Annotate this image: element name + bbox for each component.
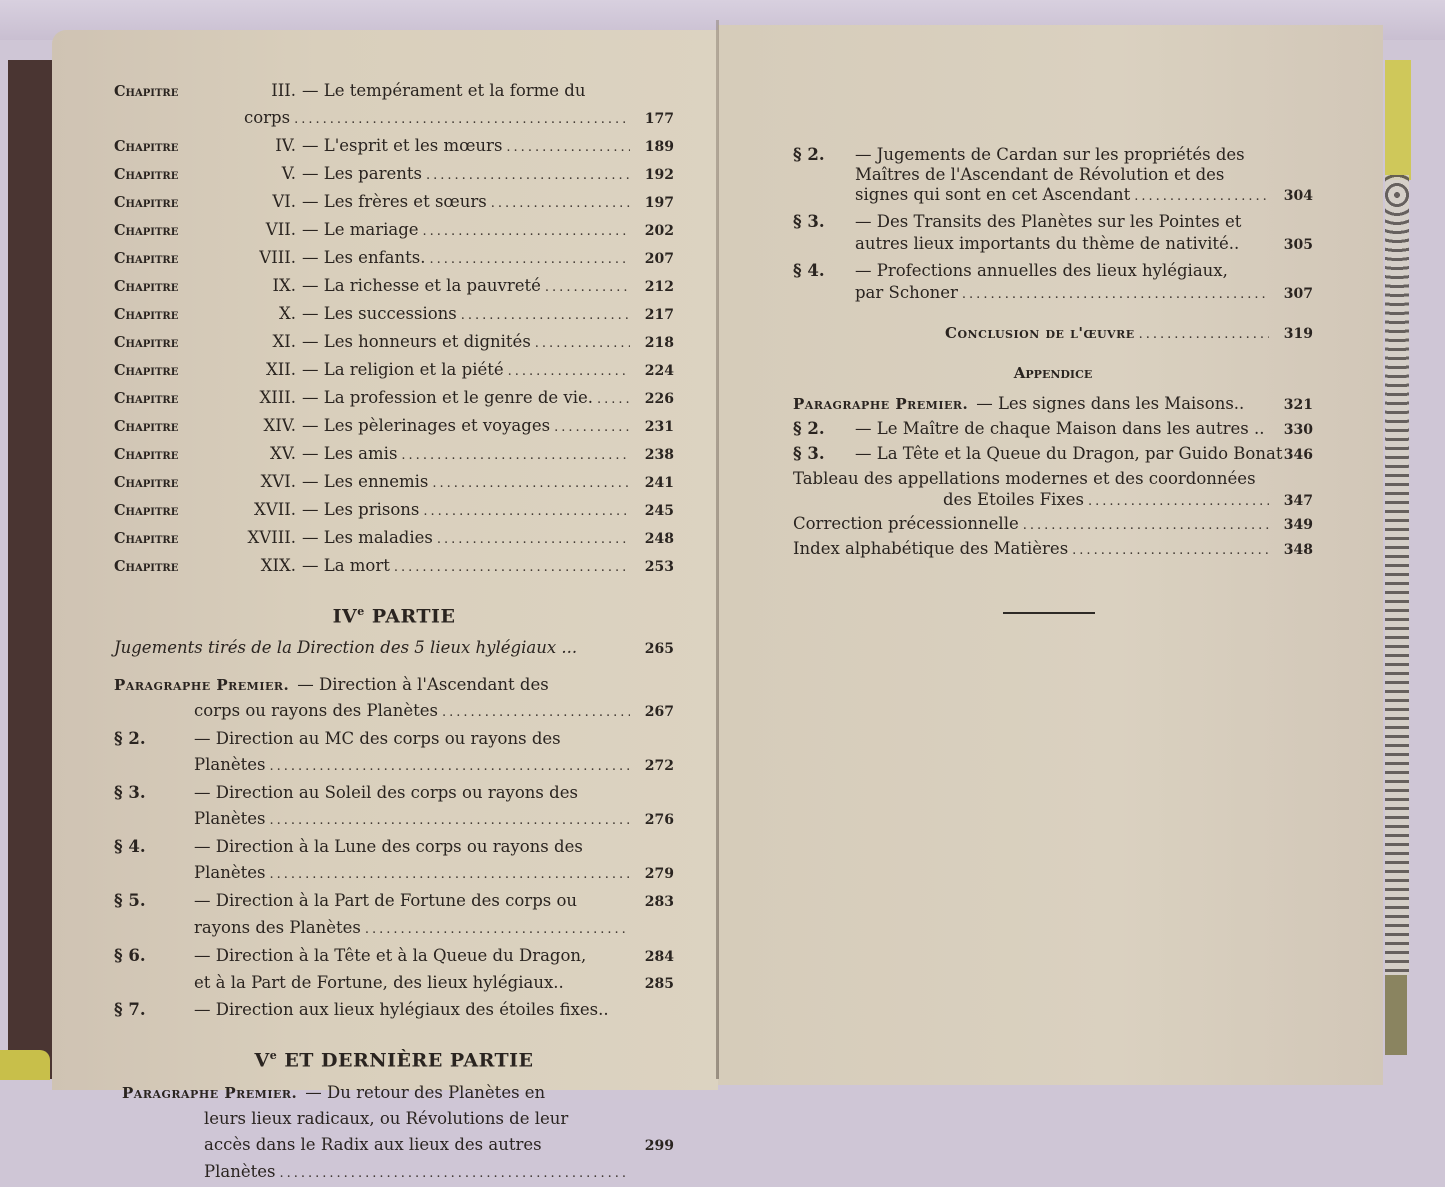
chapter-title: — Les prisons — [302, 500, 420, 519]
chapter-number: XIV. — [263, 416, 296, 435]
page-number: 272 — [644, 758, 674, 775]
chapter-title: — Le mariage — [302, 220, 419, 239]
entry-label: § 3. — [793, 212, 825, 231]
entry-title: — Direction à la Lune des corps ou rayons des — [194, 837, 583, 857]
page-number: 276 — [644, 812, 674, 829]
toc-entry-appendix-correction[interactable] — [793, 512, 1313, 538]
leader-dots — [423, 499, 630, 525]
page-number: 346 — [1283, 447, 1313, 463]
chapter-title: — La mort — [302, 556, 390, 575]
toc-entry-chapter-3-cont — [114, 105, 674, 133]
chapter-title: — Les maladies — [302, 528, 433, 547]
page-number: 285 — [644, 976, 674, 993]
leader-dots — [508, 359, 630, 385]
leader-dots — [423, 219, 630, 245]
entry-title-cont: leurs lieux radicaux, ou Révolutions de leur — [204, 1108, 569, 1128]
entry-title: Conclusion de l'œuvre — [945, 324, 1135, 342]
chapter-title: — Les enfants. — [302, 248, 426, 267]
leader-dots — [432, 471, 630, 497]
toc-entry-part4-s3[interactable] — [114, 780, 674, 806]
page-number: 207 — [644, 251, 674, 267]
leader-dots — [1088, 492, 1269, 512]
part-4-word: PARTIE — [364, 605, 456, 628]
toc-entry-part4-intro[interactable] — [114, 635, 674, 662]
toc-entry-part5-s2-line3 — [793, 185, 1313, 207]
leader-dots — [401, 443, 630, 469]
entry-title: — Direction aux lieux hylégiaux des étoiles fixes.. — [194, 1000, 609, 1020]
page-number: 212 — [644, 279, 674, 295]
chapter-label: Chapitre — [114, 250, 179, 267]
chapter-number: XII. — [265, 360, 296, 379]
entry-title-cont: accès dans le Radix aux lieux des autres — [204, 1134, 542, 1154]
left-page-toc — [114, 78, 674, 1187]
appendix-heading: Appendice — [1013, 364, 1093, 382]
chapter-label: Chapitre — [114, 166, 179, 183]
toc-entry-part5-paragraph-1-line3 — [114, 1132, 674, 1159]
chapter-number: XVI. — [260, 472, 296, 491]
toc-entry-part5-s2-line2 — [793, 165, 1313, 185]
toc-entry-chapter-18[interactable] — [114, 525, 674, 553]
leader-dots — [279, 1161, 630, 1187]
toc-entry-part5-s2[interactable] — [793, 145, 1313, 165]
page-number: 245 — [644, 503, 674, 519]
toc-entry-chapter-12[interactable] — [114, 357, 674, 385]
book-gutter — [716, 20, 719, 1079]
chapter-label: Chapitre — [114, 306, 179, 323]
page-number: 253 — [644, 559, 674, 575]
entry-title: — Direction à l'Ascendant des — [297, 675, 549, 695]
toc-entry-part4-s7[interactable] — [114, 997, 674, 1023]
leader-dots — [535, 331, 630, 357]
page-number: 307 — [1283, 286, 1313, 302]
leader-dots — [365, 917, 630, 943]
chapter-title: — Les frères et sœurs — [302, 192, 487, 211]
chapter-number: XI. — [272, 332, 296, 351]
entry-label: § 2. — [793, 145, 825, 164]
toc-entry-chapter-6[interactable] — [114, 189, 674, 217]
entry-title: — Profections annuelles des lieux hylégiaux, — [855, 261, 1228, 280]
entry-title: Jugements tirés de la Direction des 5 lieux hylégiaux ... — [114, 638, 578, 658]
entry-title-cont: Planètes — [194, 809, 266, 829]
chapter-number: XIII. — [259, 388, 296, 407]
toc-entry-appendix-s2[interactable] — [793, 417, 1313, 442]
page-number: 248 — [644, 531, 674, 547]
toc-entry-chapter-7[interactable] — [114, 217, 674, 245]
page-number: 217 — [644, 307, 674, 323]
leader-dots — [491, 191, 630, 217]
toc-entry-part4-s2-cont — [114, 752, 674, 780]
page-number: 321 — [1283, 397, 1313, 413]
entry-title: — Jugements de Cardan sur les propriétés des — [855, 145, 1245, 164]
entry-label: Paragraphe Premier. — [114, 676, 290, 695]
part-5-numeral: V — [254, 1049, 270, 1072]
page-number: 218 — [644, 335, 674, 351]
leader-dots — [1072, 540, 1269, 562]
toc-entry-part4-s6-cont — [114, 970, 674, 997]
chapter-label: Chapitre — [114, 362, 179, 379]
book-cover-yellow-corner — [0, 1050, 50, 1080]
entry-title: — Du retour des Planètes en — [305, 1082, 546, 1102]
toc-entry-part4-paragraph-1-cont — [114, 698, 674, 726]
toc-entry-part4-s6[interactable] — [114, 943, 674, 970]
entry-title: — La Tête et la Queue du Dragon, par Guido Bonat — [855, 444, 1283, 463]
chapter-number: IX. — [272, 276, 296, 295]
chapter-label: Chapitre — [114, 474, 179, 491]
leader-dots — [269, 808, 630, 834]
page-number: 224 — [644, 363, 674, 379]
toc-entry-chapter-14[interactable] — [114, 413, 674, 441]
entry-title-cont: rayons des Planètes — [194, 918, 361, 938]
toc-entry-appendix-index[interactable] — [793, 538, 1313, 562]
toc-entry-chapter-5[interactable] — [114, 161, 674, 189]
entry-label: § 4. — [114, 837, 146, 857]
chapter-number: XIX. — [260, 556, 296, 575]
chapter-number: XVII. — [254, 500, 296, 519]
entry-title-cont: autres lieux importants du thème de nativité.. — [855, 234, 1240, 253]
chapter-label: Chapitre — [114, 194, 179, 211]
toc-entry-part5-s4-cont — [793, 282, 1313, 306]
leader-dots — [461, 303, 630, 329]
part-5-word: ET DERNIÈRE PARTIE — [277, 1049, 534, 1072]
chapter-title: — L'esprit et les mœurs — [302, 136, 503, 155]
leader-dots — [429, 247, 630, 273]
page-number: 304 — [1283, 188, 1313, 204]
leader-dots — [269, 862, 630, 888]
entry-label: § 7. — [114, 1000, 146, 1020]
page-number: 284 — [644, 949, 674, 966]
chapter-label: Chapitre — [114, 446, 179, 463]
entry-title: — Direction à la Tête et à la Queue du Dragon, — [194, 946, 587, 966]
leader-dots — [554, 415, 630, 441]
page-number: 177 — [644, 111, 674, 127]
page-number: 189 — [644, 139, 674, 155]
leader-dots — [394, 555, 630, 581]
chapter-label: Chapitre — [114, 334, 179, 351]
chapter-title: — Le tempérament et la forme du — [302, 81, 586, 100]
entry-title: — Les signes dans les Maisons.. — [976, 394, 1245, 413]
toc-entry-chapter-9[interactable] — [114, 273, 674, 301]
toc-entry-chapter-17[interactable] — [114, 497, 674, 525]
toc-entry-chapter-19[interactable] — [114, 553, 674, 581]
toc-entry-appendix-s3[interactable] — [793, 442, 1313, 467]
entry-title: — Direction au MC des corps ou rayons des — [194, 729, 561, 749]
chapter-number: VIII. — [259, 248, 296, 267]
toc-entry-part4-s5[interactable] — [114, 888, 674, 915]
page-number: 226 — [644, 391, 674, 407]
toc-entry-part5-s3-cont — [793, 233, 1313, 256]
toc-entry-chapter-11[interactable] — [114, 329, 674, 357]
leader-dots — [437, 527, 630, 553]
chapter-title: — La richesse et la pauvreté — [302, 276, 541, 295]
part-4-heading — [114, 599, 674, 629]
toc-entry-chapter-10[interactable] — [114, 301, 674, 329]
leader-dots — [506, 135, 630, 161]
toc-entry-conclusion[interactable] — [793, 320, 1313, 348]
chapter-title: — La religion et la piété — [302, 360, 504, 379]
chapter-number: III. — [271, 81, 296, 100]
right-page-toc — [793, 145, 1313, 562]
chapter-number: XV. — [269, 444, 296, 463]
entry-title-cont: Planètes — [194, 755, 266, 775]
chapter-label: Chapitre — [114, 278, 179, 295]
toc-entry-chapter-15[interactable] — [114, 441, 674, 469]
chapter-number: V. — [281, 164, 296, 183]
entry-title: — Direction au Soleil des corps ou rayons des — [194, 783, 578, 803]
chapter-label: Chapitre — [114, 390, 179, 407]
toc-entry-part5-paragraph-1-line2 — [114, 1106, 674, 1132]
toc-entry-part4-s5-cont — [114, 915, 674, 943]
toc-entry-part4-paragraph-1[interactable] — [114, 672, 674, 698]
page-number: 231 — [644, 419, 674, 435]
page-number: 197 — [644, 195, 674, 211]
leader-dots — [442, 700, 630, 726]
entry-title: Tableau des appellations modernes et des coordonnées — [793, 469, 1256, 488]
leader-dots — [597, 387, 630, 413]
chapter-label: Chapitre — [114, 222, 179, 239]
chapter-title: — Les parents — [302, 164, 422, 183]
entry-label: Paragraphe Premier. — [122, 1083, 298, 1102]
page-number: 267 — [644, 704, 674, 721]
entry-label: § 6. — [114, 946, 146, 966]
entry-label: § 3. — [114, 783, 146, 803]
toc-entry-chapter-13[interactable] — [114, 385, 674, 413]
entry-title: — Direction à la Part de Fortune des corps ou — [194, 891, 578, 911]
leader-dots — [426, 163, 630, 189]
toc-entry-part4-s3-cont — [114, 806, 674, 834]
page-number: 349 — [1283, 517, 1313, 533]
entry-label: § 4. — [793, 261, 825, 280]
book-cover-right-pattern-edge — [1385, 175, 1409, 975]
entry-title: Correction précessionnelle — [793, 514, 1019, 533]
chapter-number: X. — [279, 304, 296, 323]
entry-title-cont: Maîtres de l'Ascendant de Révolution et des — [855, 165, 1225, 184]
entry-label: § 2. — [114, 729, 146, 749]
entry-label: § 3. — [793, 444, 825, 463]
chapter-label: Chapitre — [114, 418, 179, 435]
toc-entry-chapter-8[interactable] — [114, 245, 674, 273]
toc-entry-appendix-tableau-cont — [793, 490, 1313, 512]
book-cover-left-edge — [8, 60, 52, 1079]
page-number: 348 — [1283, 542, 1313, 558]
chapter-title-cont: corps — [244, 108, 291, 127]
chapter-number: VII. — [265, 220, 296, 239]
entry-title-cont: signes qui sont en cet Ascendant — [855, 185, 1131, 204]
page-number: 347 — [1283, 493, 1313, 509]
part-5-ordinal: e — [269, 1049, 278, 1063]
entry-title: — Le Maître de chaque Maison dans les autres .. — [855, 419, 1265, 438]
chapter-label: Chapitre — [114, 138, 179, 155]
leader-dots — [294, 107, 630, 133]
entry-title-cont: Planètes — [204, 1161, 276, 1181]
toc-entry-part5-paragraph-1-line4 — [114, 1159, 674, 1187]
page-number: 305 — [1283, 237, 1313, 253]
chapter-number: VI. — [272, 192, 296, 211]
entry-title: — Des Transits des Planètes sur les Pointes et — [855, 212, 1242, 231]
entry-label: Paragraphe Premier. — [793, 395, 969, 413]
page-number: 192 — [644, 167, 674, 183]
entry-title-cont: Planètes — [194, 863, 266, 883]
chapter-label: Chapitre — [114, 530, 179, 547]
entry-title-cont: des Etoiles Fixes — [943, 490, 1084, 509]
toc-entry-part5-s4[interactable] — [793, 260, 1313, 282]
chapter-number: IV. — [275, 136, 296, 155]
page-number: 202 — [644, 223, 674, 239]
page-number: 279 — [644, 866, 674, 883]
toc-entry-part4-s4-cont — [114, 860, 674, 888]
page-number: 330 — [1283, 422, 1313, 438]
toc-entry-part5-s3[interactable] — [793, 211, 1313, 233]
toc-entry-part4-s4[interactable] — [114, 834, 674, 860]
part-4-ordinal: e — [357, 605, 365, 618]
chapter-label: Chapitre — [114, 558, 179, 575]
book-cover-right-yellow-edge — [1385, 60, 1411, 180]
page-number: 265 — [644, 641, 674, 658]
entry-title: Index alphabétique des Matières — [793, 539, 1069, 558]
chapter-title: — La profession et le genre de vie. — [302, 388, 594, 407]
leader-dots — [962, 284, 1269, 306]
toc-entry-appendix-tableau[interactable] — [793, 467, 1313, 490]
toc-entry-chapter-16[interactable] — [114, 469, 674, 497]
chapter-title: — Les successions — [302, 304, 457, 323]
leader-dots — [1023, 514, 1269, 538]
chapter-title: — Les honneurs et dignités — [302, 332, 531, 351]
entry-label: § 5. — [114, 891, 146, 911]
toc-entry-chapter-4[interactable] — [114, 133, 674, 161]
page-number: 241 — [644, 475, 674, 491]
leader-dots — [1134, 187, 1269, 207]
toc-entry-chapter-3[interactable] — [114, 78, 674, 105]
chapter-title: — Les amis — [302, 444, 398, 463]
page-number: 283 — [644, 894, 674, 911]
chapter-label: Chapitre — [114, 83, 179, 100]
part-5-heading — [114, 1043, 674, 1073]
chapter-number: XVIII. — [247, 528, 296, 547]
chapter-title: — Les pèlerinages et voyages — [302, 416, 551, 435]
book-cover-right-bottom-edge — [1385, 975, 1407, 1055]
toc-entry-part4-s2[interactable] — [114, 726, 674, 752]
chapter-title: — Les ennemis — [302, 472, 429, 491]
chapter-label: Chapitre — [114, 502, 179, 519]
part-4-numeral: IV — [332, 605, 358, 628]
toc-entry-part5-paragraph-1[interactable] — [114, 1080, 674, 1106]
page-number: 299 — [644, 1137, 674, 1154]
entry-title-cont: par Schoner — [855, 283, 958, 302]
end-rule-divider — [1003, 612, 1095, 614]
entry-title-cont: corps ou rayons des Planètes — [194, 701, 438, 721]
leader-dots — [1139, 322, 1269, 348]
leader-dots — [269, 754, 630, 780]
toc-entry-appendix-paragraph-1[interactable] — [793, 392, 1313, 417]
entry-title-cont: et à la Part de Fortune, des lieux hylégiaux.. — [194, 973, 564, 993]
entry-label: § 2. — [793, 419, 825, 438]
leader-dots — [545, 275, 630, 301]
page-number: 319 — [1283, 326, 1313, 342]
page-number: 238 — [644, 447, 674, 463]
